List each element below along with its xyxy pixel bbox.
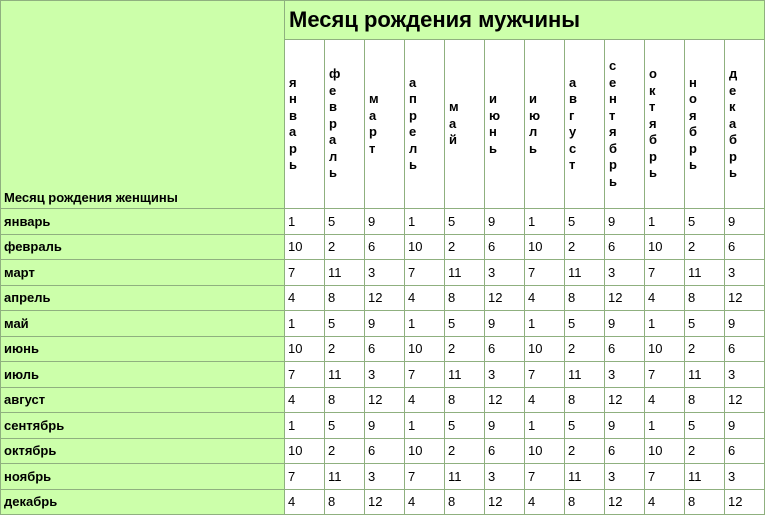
table-cell: 7 [405, 362, 445, 388]
table-cell: 2 [445, 438, 485, 464]
table-cell: 4 [525, 489, 565, 515]
table-body [1, 209, 765, 515]
table-row [1, 489, 765, 515]
table-cell: 12 [485, 285, 525, 311]
row-label: август [1, 387, 285, 413]
table-cell: 5 [325, 311, 365, 337]
table-cell: 1 [405, 209, 445, 235]
column-header-label: октябрь [649, 66, 658, 181]
table-cell: 1 [285, 311, 325, 337]
row-label: апрель [1, 285, 285, 311]
table-cell: 2 [565, 336, 605, 362]
table-cell: 8 [685, 387, 725, 413]
table-cell: 10 [285, 234, 325, 260]
table-cell: 9 [725, 209, 765, 235]
table-cell: 5 [565, 413, 605, 439]
table-cell: 1 [405, 311, 445, 337]
table-cell: 8 [445, 285, 485, 311]
column-header-label: апрель [409, 74, 418, 172]
row-label: март [1, 260, 285, 286]
table-cell: 10 [405, 336, 445, 362]
table-cell: 1 [285, 413, 325, 439]
table-cell: 4 [525, 285, 565, 311]
row-header-label: Месяц рождения женщины [1, 1, 285, 209]
column-header-label: май [449, 99, 459, 148]
table-cell: 12 [485, 387, 525, 413]
table-cell: 12 [605, 387, 645, 413]
table-cell: 2 [325, 234, 365, 260]
table-cell: 11 [565, 362, 605, 388]
table-cell: 1 [405, 413, 445, 439]
table-cell: 8 [445, 489, 485, 515]
table-cell: 2 [685, 234, 725, 260]
table-cell: 9 [605, 413, 645, 439]
table-cell: 10 [525, 438, 565, 464]
table-cell: 8 [685, 285, 725, 311]
table-cell: 10 [645, 438, 685, 464]
column-header-7 [525, 40, 565, 209]
table-cell: 11 [325, 464, 365, 490]
table-cell: 4 [645, 285, 685, 311]
row-label: май [1, 311, 285, 337]
table-row [1, 311, 765, 337]
table-cell: 5 [325, 413, 365, 439]
table-cell: 5 [445, 413, 485, 439]
table-cell: 5 [685, 311, 725, 337]
column-header-label: ноябрь [689, 74, 698, 172]
table-row [1, 234, 765, 260]
column-header-11 [685, 40, 725, 209]
table-cell: 6 [725, 438, 765, 464]
table-cell: 8 [685, 489, 725, 515]
column-header-1 [285, 40, 325, 209]
table-cell: 12 [365, 489, 405, 515]
row-label: октябрь [1, 438, 285, 464]
table-cell: 8 [445, 387, 485, 413]
table-cell: 10 [285, 336, 325, 362]
column-header-label: декабрь [729, 66, 738, 181]
table-cell: 12 [725, 387, 765, 413]
table-cell: 12 [725, 285, 765, 311]
table-cell: 9 [485, 311, 525, 337]
table-cell: 3 [605, 362, 645, 388]
table-cell: 1 [525, 209, 565, 235]
table-cell: 8 [325, 387, 365, 413]
table-cell: 9 [365, 413, 405, 439]
table-cell: 2 [565, 438, 605, 464]
table-cell: 11 [685, 362, 725, 388]
column-header-label: июль [529, 91, 541, 156]
table-cell: 10 [285, 438, 325, 464]
table-cell: 5 [685, 413, 725, 439]
table-cell: 9 [605, 209, 645, 235]
table-title: Месяц рождения мужчины [285, 1, 765, 40]
table-cell: 10 [405, 438, 445, 464]
table-cell: 12 [605, 285, 645, 311]
table-cell: 6 [725, 234, 765, 260]
table-row [1, 387, 765, 413]
table-cell: 8 [325, 285, 365, 311]
table-cell: 2 [325, 438, 365, 464]
table-cell: 2 [445, 336, 485, 362]
table-cell: 6 [485, 438, 525, 464]
table-cell: 10 [645, 336, 685, 362]
column-header-label: сентябрь [609, 58, 618, 189]
table-cell: 4 [285, 285, 325, 311]
table-cell: 3 [365, 362, 405, 388]
table-cell: 11 [685, 260, 725, 286]
table-cell: 11 [445, 260, 485, 286]
table-cell: 12 [725, 489, 765, 515]
column-header-2 [325, 40, 365, 209]
table-cell: 9 [605, 311, 645, 337]
table-cell: 3 [605, 260, 645, 286]
table-cell: 2 [325, 336, 365, 362]
table-cell: 1 [645, 311, 685, 337]
table-cell: 8 [325, 489, 365, 515]
table-cell: 7 [405, 464, 445, 490]
table-cell: 6 [725, 336, 765, 362]
table-cell: 7 [645, 362, 685, 388]
table-cell: 12 [365, 387, 405, 413]
table-cell: 4 [525, 387, 565, 413]
row-label: февраль [1, 234, 285, 260]
table-cell: 5 [685, 209, 725, 235]
table-cell: 5 [565, 311, 605, 337]
table-cell: 8 [565, 489, 605, 515]
table-cell: 9 [485, 413, 525, 439]
table-cell: 1 [645, 209, 685, 235]
table-cell: 4 [285, 387, 325, 413]
column-header-label: август [569, 74, 577, 172]
table-cell: 7 [525, 362, 565, 388]
table-cell: 3 [725, 260, 765, 286]
table-cell: 7 [645, 464, 685, 490]
table-cell: 8 [565, 285, 605, 311]
column-header-label: июнь [489, 91, 501, 156]
table-cell: 11 [685, 464, 725, 490]
column-header-5 [445, 40, 485, 209]
table-cell: 4 [645, 387, 685, 413]
table-cell: 8 [565, 387, 605, 413]
table-cell: 4 [405, 387, 445, 413]
table-cell: 2 [445, 234, 485, 260]
table-cell: 6 [485, 234, 525, 260]
table-cell: 7 [525, 260, 565, 286]
table-row [1, 260, 765, 286]
row-label: декабрь [1, 489, 285, 515]
table-cell: 11 [565, 260, 605, 286]
table-cell: 11 [325, 362, 365, 388]
column-header-4 [405, 40, 445, 209]
table-row [1, 285, 765, 311]
table-cell: 6 [365, 234, 405, 260]
table-cell: 11 [325, 260, 365, 286]
table-cell: 2 [685, 438, 725, 464]
table-cell: 6 [605, 438, 645, 464]
table-cell: 11 [445, 362, 485, 388]
table-cell: 4 [285, 489, 325, 515]
column-header-label: март [369, 91, 379, 156]
table-row [1, 336, 765, 362]
column-header-9 [605, 40, 645, 209]
table-cell: 5 [565, 209, 605, 235]
table-cell: 1 [645, 413, 685, 439]
table-cell: 7 [525, 464, 565, 490]
table-cell: 3 [485, 260, 525, 286]
table-row [1, 464, 765, 490]
column-header-3 [365, 40, 405, 209]
table-cell: 12 [485, 489, 525, 515]
table-cell: 6 [605, 234, 645, 260]
table-cell: 5 [445, 311, 485, 337]
table-cell: 7 [645, 260, 685, 286]
table-cell: 1 [285, 209, 325, 235]
table-cell: 10 [405, 234, 445, 260]
table-cell: 3 [485, 464, 525, 490]
table-cell: 9 [365, 209, 405, 235]
table-cell: 1 [525, 311, 565, 337]
column-header-6 [485, 40, 525, 209]
table-cell: 1 [525, 413, 565, 439]
table-cell: 7 [285, 464, 325, 490]
table-cell: 4 [405, 489, 445, 515]
table-cell: 3 [725, 362, 765, 388]
column-header-10 [645, 40, 685, 209]
table-cell: 3 [485, 362, 525, 388]
table-cell: 2 [685, 336, 725, 362]
row-label: июль [1, 362, 285, 388]
table-cell: 7 [405, 260, 445, 286]
row-label: июнь [1, 336, 285, 362]
table-cell: 6 [365, 438, 405, 464]
table-cell: 6 [365, 336, 405, 362]
table-cell: 4 [405, 285, 445, 311]
table-cell: 11 [565, 464, 605, 490]
column-header-8 [565, 40, 605, 209]
table-cell: 10 [645, 234, 685, 260]
table-cell: 6 [605, 336, 645, 362]
table-cell: 6 [485, 336, 525, 362]
row-label: ноябрь [1, 464, 285, 490]
table-cell: 3 [725, 464, 765, 490]
column-header-label: февраль [329, 66, 341, 181]
table-cell: 5 [445, 209, 485, 235]
table-cell: 9 [725, 413, 765, 439]
table-row [1, 209, 765, 235]
table-row [1, 362, 765, 388]
table-cell: 3 [365, 260, 405, 286]
table-cell: 10 [525, 336, 565, 362]
table-cell: 12 [605, 489, 645, 515]
column-header-label: январь [289, 74, 297, 172]
table-cell: 5 [325, 209, 365, 235]
column-header-12 [725, 40, 765, 209]
table-row [1, 413, 765, 439]
table-cell: 7 [285, 260, 325, 286]
table-cell: 3 [365, 464, 405, 490]
table-cell: 2 [565, 234, 605, 260]
table-cell: 9 [485, 209, 525, 235]
row-label: январь [1, 209, 285, 235]
table-cell: 3 [605, 464, 645, 490]
table-cell: 4 [645, 489, 685, 515]
table-cell: 9 [725, 311, 765, 337]
table-cell: 12 [365, 285, 405, 311]
table-cell: 11 [445, 464, 485, 490]
table-row [1, 438, 765, 464]
table-cell: 7 [285, 362, 325, 388]
table-cell: 9 [365, 311, 405, 337]
row-label: сентябрь [1, 413, 285, 439]
table-cell: 10 [525, 234, 565, 260]
